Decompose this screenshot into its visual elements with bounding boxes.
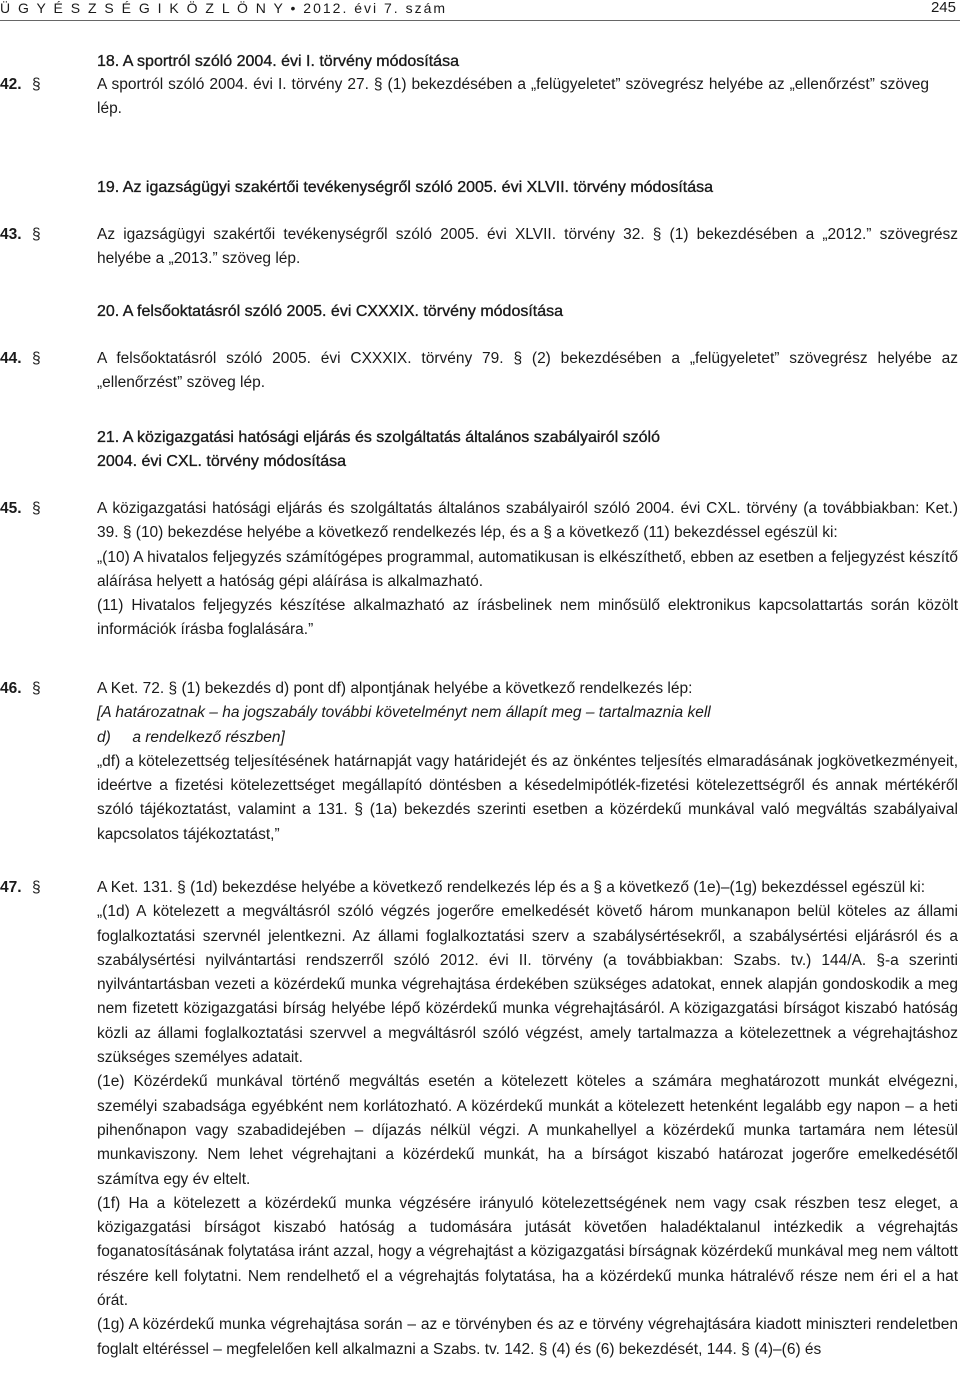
article-paragraph: (1g) A közérdekű munka végrehajtása során – az e törvényben és az e törvény végrehajtására kiadott miniszteri rendeletben foglalt eltéréssel – megfelelően kell alkalmazni a Szabs. tv. 142. § (4) és (6) bekezdését, 144. § (4)–(6) és <box>97 1316 958 1358</box>
article-paragraph: A felsőoktatásról szóló 2005. évi CXXXIX. törvény 79. § (2) bekezdésében a „felügyeletet” szövegrész helyébe az „ellenőrzést” szöveg lép. <box>97 350 958 392</box>
paragraph-symbol: § <box>32 680 41 697</box>
article-number: 44. <box>0 350 22 367</box>
article-number: 45. <box>0 500 22 517</box>
article-body <box>97 347 958 396</box>
article-paragraph: „df) a kötelezettség teljesítésének határnapját vagy határidejét és az önkéntes teljesítés elmaradásának jogkövetkezményeit, ideértve a fizetési kötelezettséget megállapító döntésben a késedelmipótlék-fizetési kötelezettségről és annak mértékéről szóló tájékoztatást, valamint a 131. § (1a) bekezdés szerinti esetben a közérdekű munkával való megváltás szabályaival kapcsolatos tájékoztatást,” <box>97 752 958 843</box>
article-paragraph-italic: [A határozatnak – ha jogszabály további követelményt nem állapít meg – tartalmaznia kell <box>97 704 711 722</box>
paragraph-symbol: § <box>32 879 41 896</box>
article-paragraph: A közigazgatási hatósági eljárás és szolgáltatás általános szabályairól szóló 2004. évi CXL. törvény (a továbbiakban: Ket.) 39. § (10) bekezdése helyébe a következő rendelkezés lép, és a § a következő (11) bekezdéssel egészül ki: <box>97 500 958 542</box>
section-heading-line: 21. A közigazgatási hatósági eljárás és szolgáltatás általános szabályairól szóló <box>97 429 660 446</box>
journal-title: Ü G Y É S Z S É G I K Ö Z L Ö N Y • 2012. évi 7. szám <box>0 0 448 16</box>
paragraph-symbol: § <box>32 226 41 243</box>
paragraph-symbol: § <box>32 350 41 367</box>
article-paragraph: Az igazságügyi szakértői tevékenységről szóló 2005. évi XLVII. törvény 32. § (1) bekezdésében a „2012.” szövegrész helyébe a „2013.” szöveg lép. <box>97 226 958 268</box>
article-paragraph: A Ket. 131. § (1d) bekezdése helyébe a következő rendelkezés lép és a § a következő (1e)–(1g) bekezdéssel egészül ki: <box>97 879 926 896</box>
article-paragraph: „(10) A hivatalos feljegyzés számítógépes programmal, automatikusan is elkészíthető, ebben az esetben a feljegyzést készítő aláírása helyett a hatóság gépi aláírása is alkalmazható. <box>97 548 958 590</box>
page-header <box>0 0 960 18</box>
article-body <box>97 677 958 847</box>
article-paragraph: A sportról szóló 2004. évi I. törvény 27. § (1) bekezdésében a „felügyeletet” szövegrész helyébe az „ellenőrzést” szöveg lép. <box>97 76 929 118</box>
article-paragraph: A Ket. 72. § (1) bekezdés d) pont df) alpontjának helyébe a következő rendelkezés lép: <box>97 680 693 697</box>
article-number: 42. <box>0 76 22 93</box>
paragraph-symbol: § <box>32 500 41 517</box>
article-body <box>97 497 958 643</box>
section-heading-line: 2004. évi CXL. törvény módosítása <box>97 453 347 470</box>
article-body <box>97 876 958 1362</box>
article-paragraph: (11) Hivatalos feljegyzés készítése alkalmazható az írásbelinek nem minősülő elektronikus kapcsolattartás során közölt információk írásba foglalására.” <box>97 597 958 639</box>
article-number: 43. <box>0 226 22 243</box>
article-number: 47. <box>0 879 22 896</box>
article-number: 46. <box>0 680 22 697</box>
page-number: 245 <box>930 0 956 16</box>
article-paragraph-italic: d) a rendelkező részben] <box>97 728 285 746</box>
article-paragraph: (1e) Közérdekű munkával történő megváltás esetén a kötelezett köteles a számára meghatározott munkát elvégezni, személyi szabadsága egyébként nem korlátozható. A közérdekű munkát a kötelezett hetenként legalább egy napon – a heti pihenőnapon vagy szabadidejében – díjazás nélkül végzi. A munkahellyel a közérdekű munka tartamára nem létesül munkaviszony. Nem lehet végrehajtani a közérdekű munkát, ha a bírságot kiszabó határozat jogerőre emelkedésétől számítva egy év eltelt. <box>97 1073 958 1188</box>
section-heading-18: 18. A sportról szóló 2004. évi I. törvény módosítása <box>97 53 459 70</box>
article-paragraph: „(1d) A kötelezett a megváltásról szóló végzés jogerőre emelkedését követő három munkanapon belül köteles az állami foglalkoztatási szervnél jelentkezni. Az állami foglalkoztatási szerv a szabálysértésekről, a szabálysértési eljárásról és a szabálysértési nyilvántartási rendszerről szóló 2012. évi II. törvény (a továbbiakban: Szabs. tv.) 144/A. §-a szerinti nyilvántartásban vezeti a közérdekű munka végrehajtása érdekében szükséges adatokat, ennek alapján gondoskodik a meg nem fizetett közigazgatási bírság helyébe lépő közérdekű munka végrehajtásáról. A közigazgatási bírságot kiszabó hatóság közli az állami foglalkoztatási szervvel a megváltásról szóló végzést, amely tartalmazza a kötelezettnek a végrehajtáshoz szükséges személyes adatait. <box>97 903 958 1067</box>
header-divider <box>0 20 960 21</box>
section-heading-19: 19. Az igazságügyi szakértői tevékenységről szóló 2005. évi XLVII. törvény módosítása <box>97 179 714 196</box>
article-body <box>97 73 929 122</box>
section-heading-21 <box>97 426 660 474</box>
section-heading-20: 20. A felsőoktatásról szóló 2005. évi CXXXIX. törvény módosítása <box>97 303 564 320</box>
paragraph-symbol: § <box>32 76 41 93</box>
article-body <box>97 223 958 272</box>
article-paragraph: (1f) Ha a kötelezett a közérdekű munka végzésére irányuló kötelezettségének nem vagy csak részben tesz eleget, a közigazgatási bírságot kiszabó hatóság a tudomására jutását követően haladéktalanul intézkedik a végrehajtás foganatosításának folytatása iránt azzal, hogy a végrehajtást a közigazgatási bírságnak közérdekű munkával meg nem váltott részére kell folytatni. Nem rendelhető el a végrehajtás folytatása, ha a közérdekű munka hátralévő része nem éri el a hat órát. <box>97 1194 958 1310</box>
